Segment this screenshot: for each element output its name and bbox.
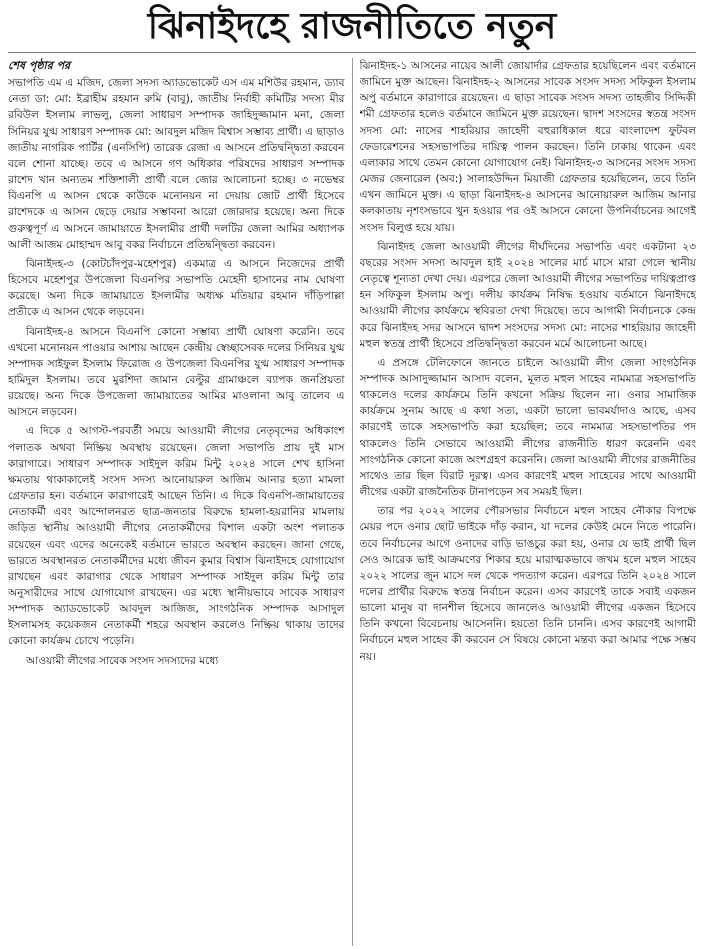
headline: ঝিনাইদহে রাজনীতিতে নতুন: [147, 6, 557, 47]
paragraph: এ প্রসঙ্গে টেলিফোনে জানতে চাইলে আওয়ামী লীগ জেলা সাংগঠনিক সম্পাদক আসাদুজ্জামান আসাদ বলেন, মূলত মহুল সাহেব নামমাত্র সহসভাপতি থাকলেও দলের কার্যক্রমে তিনি কখনো সক্রিয় ছিলেন না। ওনার সামাজিক কার্যক্রমে সুনাম আছে এ কথা সত্য, একটা ভালো ভাবমর্যাদাও আছে, এসব কারণেই তাকে সহসভাপতি করা হয়েছিল; তবে নামমাত্র সহসভাপতির পদ থাকলেও তিনি সেভাবে আওয়ামী লীগের রাজনীতি ধারণ করেননি এবং সাংগঠনিক কোনো কাজে অংশগ্রহণ করেননি। জেলা আওয়ামী লীগের রাজনীতির সাথেও তার ছিল বিরাট দূরত্ব। এসব কারণেই মহুল সাহেবের সাথে আওয়ামী লীগের একটা রাজনৈতিক টানাপড়েন সব সময়ই ছিল।: [359, 356, 696, 499]
paragraph: ঝিনাইদহ-৩ (কোটচাঁদপুর-মহেশপুর) একমাত্র এ আসনে নিজেদের প্রার্থী হিসেবে মহেশপুর উপজেলা বিএনপির সভাপতি মেহেদী হাসানের নাম ঘোষণা করেছে। অন্য দিকে জামায়াতে ইসলামীর অধ্যক্ষ মতিয়ার রহমান দাঁড়িপাল্লা প্রতীকে এ আসন থেকে লড়বেন।: [8, 257, 345, 319]
headline-divider: [8, 52, 696, 53]
paragraph: এ দিকে ৫ আগস্ট-পরবর্তী সময়ে আওয়ামী লীগের নেতৃবৃন্দের অধিকাংশ পলাতক অথবা নিষ্ক্রিয় অবস্থায় রয়েছেন। জেলা সভাপতি প্রায় দুই মাস কারাগারে। সাধারণ সম্পাদক সাইদুল করিম মিন্টু ২০২৪ সালে শেখ হাসিনা ক্ষমতায় থাকাকালেই সংসদ সদস্য আনোয়ারুল আজিম আনার হত্যা মামলা গ্রেফতার হন। বর্তমানে কারাগারেই আছেন তিনি। এ দিকে বিএনপি-জামায়াতের নেতাকর্মী এবং আন্দোলনরত ছাত্র-জনতার বিরুদ্ধে হামলা-হয়রানির মামলায় জড়িত স্থানীয় আওয়ামী লীগের নেতাকর্মীদের বিশাল একটা অংশ পলাতক রয়েছেন এবং এদের অনেকেই বর্তমানে ভারতে অবস্থান করছেন। জানা গেছে, ভারতে অবস্থানরত নেতাকর্মীদের মধ্যে জীবন কুমার বিশ্বাস ঝিনাইদহে যোগাযোগ রাখছেন এবং কারাগার থেকে সাধারণ সম্পাদক সাইদুল করিম মিন্টু তার অনুসারীদের সাথে যোগাযোগ রাখছেন। এর মধ্যে স্থানীয়ভাবে সাবেক সাধারণ সম্পাদক অ্যাডভোকেট আবদুল আজিজ, সাংগঠনিক সম্পাদক আসাদুল ইসলামসহ কয়েকজন নেতাকর্মী শহরে অবস্থান করলেও নিষ্ক্রিয় থাকায় তাদের কোনো কার্যক্রম চোখে পড়েনি।: [8, 425, 345, 648]
paragraph: ঝিনাইদহ জেলা আওয়ামী লীগের দীর্ঘদিনের সভাপতি এবং একটানা ২৩ বছরের সংসদ সদস্য আবদুল হাই ২০২৪ সালের মার্চ মাসে মারা গেলে স্থানীয় নেতৃত্বে শূন্যতা দেখা দেয়। এরপরে জেলা আওয়ামী লীগের সভাপতির দায়িত্বপ্রাপ্ত হন সফিকুল ইসলাম অপু। দলীয় কার্যক্রম নিষিদ্ধ হওয়ায় বর্তমানে ঝিনাইদহে আওয়ামী লীগের কার্যক্রমে স্থবিরতা দেখা দিয়েছে। তবে আগামী নির্বাচনকে কেন্দ্র করে ঝিনাইদহ সদর আসনে দ্বাদশ সংসদের সদস্য মো: নাসের শাহরিয়ার জাহেদী মহুল স্বতন্ত্র প্রার্থী হিসেবে প্রতিদ্বন্দ্বিতা করবেন মর্মে আলোচনা আছে।: [359, 240, 696, 350]
column-divider: [352, 58, 353, 946]
paragraph: ঝিনাইদহ-১ আসনের নায়েব আলী জোয়ার্দার গ্রেফতার হয়েছিলেন এবং বর্তমানে জামিনে মুক্ত আছেন। ঝিনাইদহ-২ আসনের সাবেক সংসদ সদস্য সফিকুল ইসলাম অপু বর্তমানে কারাগারে রয়েছেন। এ ছাড়া সাবেক সংসদ সদস্য তাহজীব সিদ্দিকী শমী গ্রেফতার হলেও বর্তমানে জামিনে মুক্ত রয়েছেন। দ্বাদশ সংসদের স্বতন্ত্র সংসদ সদস্য মো: নাসের শাহরিয়ার জাহেদী বহুরাধিকাল ধরে বাংলাদেশ ফুটবল ফেডারেশনের সহসভাপতির দায়িত্ব পালন করছেন। তিনি ঢাকায় থাকেন এবং এলাকার সাথে তেমন কোনো যোগাযোগ নেই। ঝিনাইদহ-৩ আসনের সংসদ সদস্য মেজর জেনারেল (অব:) সালাহউদ্দিন মিয়াজী গ্রেফতার হয়েছিলেন, তবে তিনি এখন জামিনে মুক্ত। এ ছাড়া ঝিনাইদহ-৪ আসনের আনোয়ারুল আজিম আনার কলকাতায় নৃশংসভাবে খুন হওয়ার পর ওই আসনে কোনো উপনির্বাচনের আগেই সংসদ বিলুপ্ত হয়ে যায়।: [359, 60, 696, 234]
continuation-label: শেষ পৃষ্ঠার পর: [8, 59, 71, 72]
left-column: [8, 58, 345, 946]
paragraph: ঝিনাইদহ-৪ আসনে বিএনপি কোনো সম্ভাব্য প্রার্থী ঘোষণা করেনি। তবে এখনো মনোনয়ন পাওয়ার আশায় আছেন কেন্দ্রীয় স্বেচ্ছাসেবক দলের সিনিয়র যুগ্ম সম্পাদক সাইফুল ইসলাম ফিরোজ ও উপজেলা বিএনপির যুগ্ম সাধারণ সম্পাদক হামিদুল ইসলাম। তবে মুরশিদা জামান বেল্টুর গ্রামাঞ্চলে ব্যাপক জনপ্রিয়তা রয়েছে। অন্য দিকে উপজেলা জামায়াতের আমির মাওলানা আবু তালেব এ আসনে লড়বেন।: [8, 325, 345, 419]
right-column: [360, 58, 697, 946]
paragraph: তার পর ২০২২ সালের পৌরসভার নির্বাচনে মহুল সাহেব নৌকার বিপক্ষে মেয়র পদে ওনার ছোট ভাইকে দাঁড় করান, যা দলের কেউই মেনে নিতে পারেনি। তবে নির্বাচনের আগে ওনাদের বাড়ি ভাঙচুর করা হয়, ওনার যে ভাই প্রার্থী ছিল সেও আরেক ভাই আক্রমণের শিকার হয়ে মারাত্মকভাবে জখম হলে মহুল সাহেব ২০২২ সালের জুন মাসে দল থেকে পদত্যাগ করেন। এরপরে তিনি ২০২৪ সালে দলের প্রার্থীর বিরুদ্ধে স্বতন্ত্র নির্বাচন করেন। এসব কারণেই তাকে সবাই একজন ভালো মানুষ বা দানশীল হিসেবে জানলেও আওয়ামী লীগের একজন হিসেবে তিনি কখনো বিবেচনায় আসেননি। হয়তো তিনি চাননি। এসব কারণেই আগামী নির্বাচনে মহুল সাহেব কী করবেন সে বিষয়ে কোনো মন্তব্য করা আমার পক্ষে সম্ভব নয়।: [359, 505, 696, 663]
article-body: [8, 58, 696, 946]
paragraph: আওয়ামী লীগের সাবেক সংসদ সদস্যদের মধ্যে: [26, 654, 219, 667]
paragraph: সভাপতি এম এ মজিদ, জেলা সদস্য অ্যাডভোকেট এস এম মশিউর রহমান, ড্যাব নেতা ডা: মো: ইব্রাহীম রহমান রুমি (বাবু), জাতীয় নির্বাহী কমিটির সদস্য মীর রবিউল ইসলাম লাভলু, জেলা সাধারণ সম্পাদক জাহিদুজ্জামান মনা, জেলা সিনিয়র যুগ্ম সাধারণ সম্পাদক মো: আবদুল মজিদ বিশ্বাস সম্ভাব্য প্রার্থী। এ ছাড়াও জাতীয় নাগরিক পার্টির (এনসিপি) তারেক রেজা এ আসনে প্রতিদ্বন্দ্বিতা করবেন বলে শোনা যাচ্ছে। তবে এ আসনে গণ অধিকার পরিষদের সাধারণ সম্পাদক রাশেদ খান অন্যতম শক্তিশালী প্রার্থী বলে জোর আলোচনা হচ্ছে। ৩ নভেম্বর বিএনপি এ আসন থেকে কাউকে মনোনয়ন না দেয়ায় জোট প্রার্থী হিসেবে রাশেদকে এ আসন ছেড়ে দেয়ার সম্ভাবনা আরো জোরদার হয়েছে। অন্য দিকে গুরুত্বপূর্ণ এ আসনে জামায়াতে ইসলামীর প্রার্থী দলটির জেলা আমির অধ্যাপক আলী আজম মোহাম্মদ আবু বকর নির্বাচনে প্রতিদ্বন্দ্বিতা করবেন।: [8, 77, 345, 251]
